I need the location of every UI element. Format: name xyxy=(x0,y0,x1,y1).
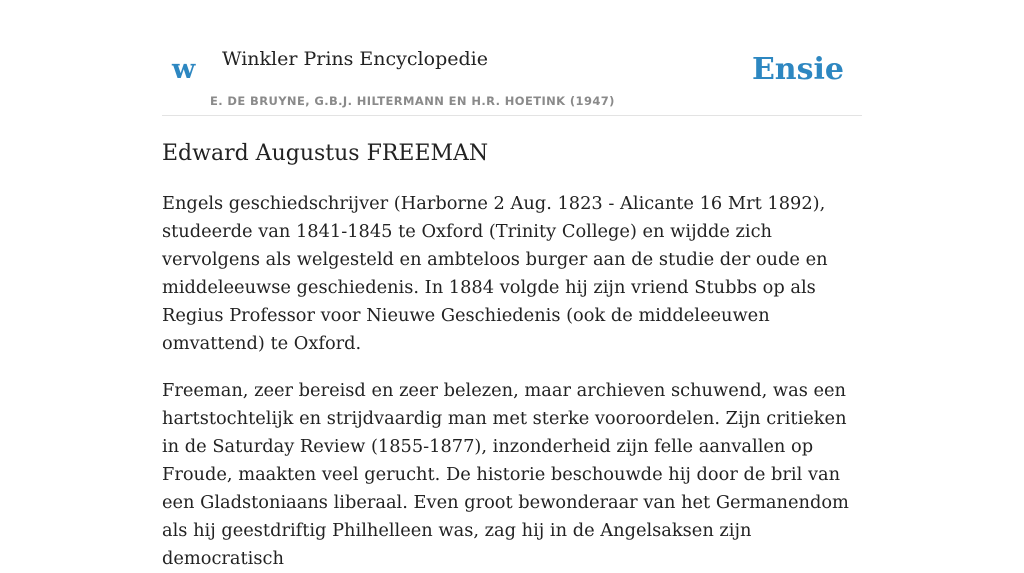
article-paragraph: Freeman, zeer bereisd en zeer belezen, maar archieven schuwend, was een hartstochtelijk en strijdvaardig man met sterke vooroordelen. Zijn critieken in de Saturday Review (1855-1877), inzonderheid zijn felle aanvallen op Froude, maakten veel gerucht. De historie beschouwde hij door de bril van een Gladstoniaans liberaal. Even groot bewonderaar van het Germanendom als hij geestdriftig Philhelleen was, zag hij in de Angelsaksen zijn democratisch xyxy=(162,380,849,569)
brand-logo[interactable]: Ensie xyxy=(751,52,844,87)
article-paragraph: Engels geschiedschrijver (Harborne 2 Aug. 1823 - Alicante 16 Mrt 1892), studeerde van 1841-1845 te Oxford (Trinity College) en wijdde zich vervolgens als welgesteld en ambteloos burger aan de studie der oude en middeleeuwse geschiedenis. In 1884 volgde hij zijn vriend Stubbs op als Regius Professor voor Nieuwe Geschiedenis (ook de middeleeuwen omvattend) te Oxford. xyxy=(162,193,828,354)
site-subtitle: E. DE BRUYNE, G.B.J. HILTERMANN EN H.R. HOETINK (1947) xyxy=(210,94,615,108)
article-title: Edward Augustus FREEMAN xyxy=(162,141,489,166)
article xyxy=(162,136,862,573)
site-header xyxy=(162,38,862,116)
site-title[interactable]: Winkler Prins Encyclopedie xyxy=(222,48,488,70)
logo-w-icon[interactable]: w xyxy=(172,54,196,85)
